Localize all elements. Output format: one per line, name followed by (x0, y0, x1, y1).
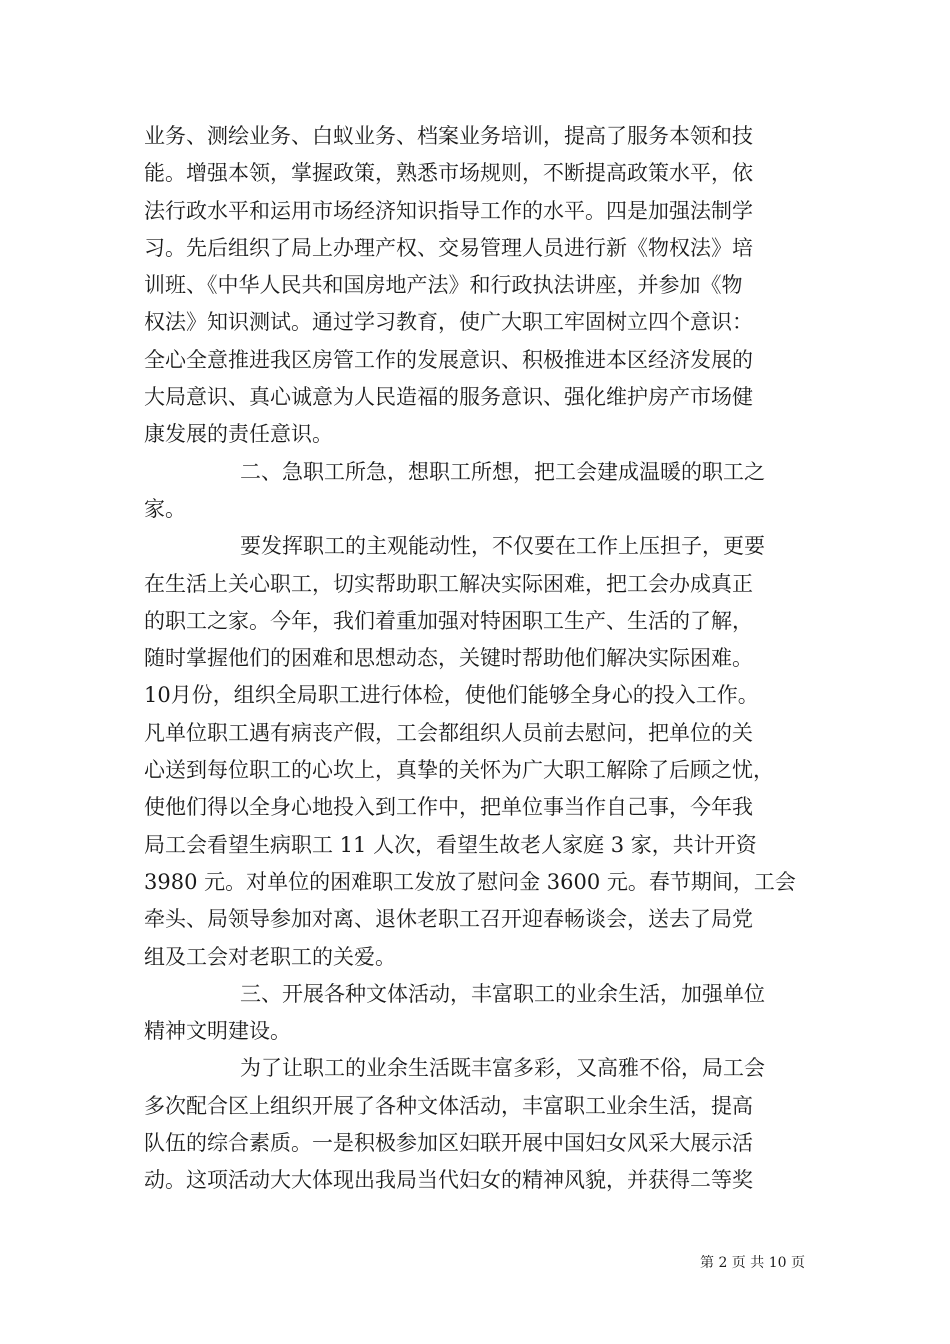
text-line: 大局意识、真心诚意为人民造福的服务意识、强化维护房产市场健 (144, 385, 753, 410)
text-line: 训班、《中华人民共和国房地产法》和行政执法讲座，并参加《物 (144, 273, 743, 298)
page-number-footer: 第 2 页 共 10 页 (700, 1255, 805, 1271)
text-line: 在生活上关心职工，切实帮助职工解决实际困难，把工会办成真正 (144, 571, 753, 596)
text-line: 的职工之家。今年，我们着重加强对特困职工生产、生活的了解， (144, 608, 753, 633)
section-heading: 三、开展各种文体活动，丰富职工的业余生活，加强单位 (240, 981, 765, 1006)
text-line: 能。增强本领，掌握政策，熟悉市场规则，不断提高政策水平，依 (144, 161, 753, 186)
section-heading: 二、急职工所急，想职工所想，把工会建成温暖的职工之 (240, 459, 765, 484)
text-line: 精神文明建设。 (144, 1019, 291, 1044)
body-text (144, 118, 808, 1200)
text-line: 牵头、局领导参加对离、退休老职工召开迎春畅谈会，送去了局党 (144, 907, 753, 932)
text-line: 家。 (144, 496, 186, 521)
text-line: 凡单位职工遇有病丧产假，工会都组织人员前去慰问，把单位的关 (144, 720, 753, 745)
text-line: 全心全意推进我区房管工作的发展意识、积极推进本区经济发展的 (144, 347, 753, 372)
text-line: 随时掌握他们的困难和思想动态，关键时帮助他们解决实际困难。 (144, 646, 753, 671)
paragraph-start: 为了让职工的业余生活既丰富多彩，又高雅不俗，局工会 (240, 1056, 765, 1081)
text-line: 队伍的综合素质。一是积极参加区妇联开展中国妇女风采大展示活 (144, 1131, 753, 1156)
text-line: 业务、测绘业务、白蚁业务、档案业务培训，提高了服务本领和技 (144, 124, 753, 148)
text-line: 组及工会对老职工的关爱。 (144, 944, 396, 969)
text-line: 法行政水平和运用市场经济知识指导工作的水平。四是加强法制学 (144, 198, 753, 223)
paragraph-start: 要发挥职工的主观能动性，不仅要在工作上压担子，更要 (240, 534, 765, 559)
text-line: 动。这项活动大大体现出我局当代妇女的精神风貌，并获得二等奖 (144, 1168, 753, 1193)
text-line: 权法》知识测试。通过学习教育，使广大职工牢固树立四个意识： (144, 310, 753, 335)
text-line: 多次配合区上组织开展了各种文体活动，丰富职工业余生活，提高 (144, 1093, 753, 1118)
text-line: 康发展的责任意识。 (144, 422, 333, 447)
text-line: 局工会看望生病职工 11 人次，看望生故老人家庭 3 家，共计开资 (144, 832, 757, 857)
text-line: 使他们得以全身心地投入到工作中，把单位事当作自己事，今年我 (144, 795, 753, 820)
text-line: 3980 元。对单位的困难职工发放了慰问金 3600 元。春节期间，工会 (144, 869, 796, 894)
text-line: 习。先后组织了局上办理产权、交易管理人员进行新《物权法》培 (144, 235, 753, 260)
text-line: 10月份，组织全局职工进行体检，使他们能够全身心的投入工作。 (144, 683, 759, 708)
text-line: 心送到每位职工的心坎上，真挚的关怀为广大职工解除了后顾之忧， (144, 758, 774, 783)
